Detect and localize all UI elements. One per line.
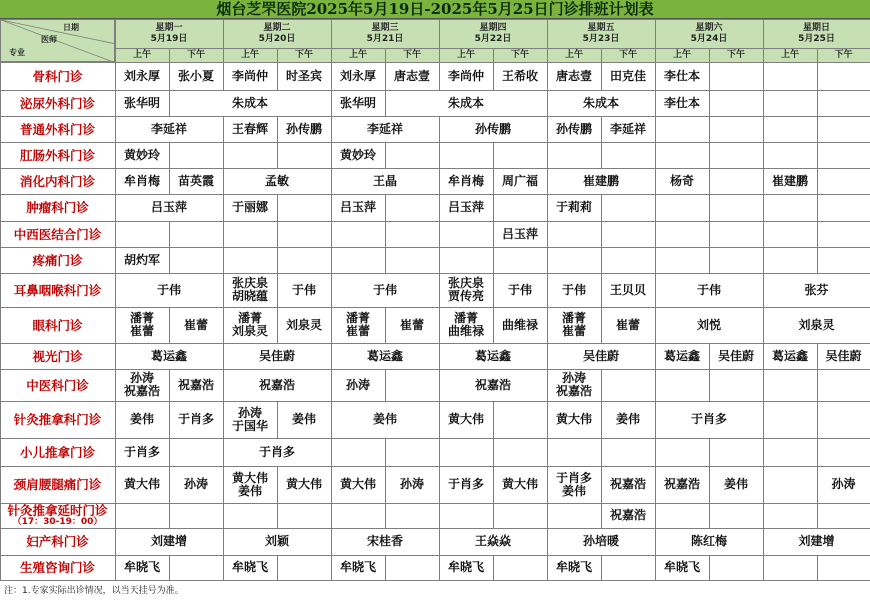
doctor-cell xyxy=(493,401,548,439)
doctor-cell xyxy=(763,247,818,274)
doctor-cell xyxy=(655,142,710,169)
doctor-cell xyxy=(763,116,818,143)
doctor-cell xyxy=(817,401,870,439)
header-corner xyxy=(0,19,115,62)
department-label: 泌尿外科门诊 xyxy=(0,90,116,117)
weekday-label: 星期日 xyxy=(802,22,830,33)
doctor-cell: 黄大伟 xyxy=(277,466,332,504)
doctor-cell: 刘泉灵 xyxy=(763,307,870,344)
doctor-cell xyxy=(385,194,440,222)
doctor-cell: 刘永厚 xyxy=(331,62,386,91)
doctor-cell: 于伟 xyxy=(331,273,440,308)
doctor-cell: 于伟 xyxy=(277,273,332,308)
doctor-cell: 王焱焱 xyxy=(439,528,548,556)
date-label: 5月22日 xyxy=(474,33,512,44)
doctor-cell: 于肖多 xyxy=(439,466,494,504)
date-label: 5月20日 xyxy=(258,33,296,44)
am-header: 上午 xyxy=(331,48,386,63)
doctor-cell xyxy=(709,221,764,248)
doctor-cell: 祝嘉浩 xyxy=(655,466,710,504)
date-label: 5月23日 xyxy=(582,33,620,44)
doctor-cell xyxy=(439,438,494,467)
department-label: 中西医结合门诊 xyxy=(0,221,116,248)
date-label: 5月19日 xyxy=(150,33,188,44)
am-header: 上午 xyxy=(439,48,494,63)
doctor-cell: 刘颖 xyxy=(223,528,332,556)
pm-header: 下午 xyxy=(277,48,332,63)
doctor-cell: 朱成本 xyxy=(169,90,332,117)
day-header xyxy=(547,19,656,49)
doctor-cell xyxy=(169,247,224,274)
doctor-cell xyxy=(709,503,764,529)
doctor-cell xyxy=(763,466,818,504)
doctor-cell: 唐志壹 xyxy=(547,62,602,91)
doctor-cell: 孙涛 祝嘉浩 xyxy=(115,369,170,402)
department-hours: （17：30-19：00） xyxy=(12,517,103,527)
doctor-cell: 黄妙玲 xyxy=(115,142,170,169)
doctor-cell: 姜伟 xyxy=(331,401,440,439)
doctor-cell xyxy=(817,62,870,91)
doctor-cell: 吴佳蔚 xyxy=(547,343,656,370)
doctor-cell xyxy=(709,438,764,467)
doctor-cell xyxy=(763,62,818,91)
doctor-cell: 刘泉灵 xyxy=(277,307,332,344)
doctor-cell xyxy=(817,168,870,195)
doctor-cell: 崔蕾 xyxy=(601,307,656,344)
department-label: 耳鼻咽喉科门诊 xyxy=(0,273,116,308)
doctor-cell: 黄大伟 xyxy=(547,401,602,439)
schedule-title: 烟台芝罘医院2025年5月19日-2025年5月25日门诊排班计划表 xyxy=(0,0,870,19)
doctor-cell: 牟晓飞 xyxy=(439,555,494,581)
doctor-cell xyxy=(547,247,602,274)
department-label: 肛肠外科门诊 xyxy=(0,142,116,169)
doctor-cell: 崔蕾 xyxy=(169,307,224,344)
doctor-cell: 陈红梅 xyxy=(655,528,764,556)
date-label: 5月25日 xyxy=(798,33,835,44)
pm-header: 下午 xyxy=(169,48,224,63)
doctor-cell: 唐志壹 xyxy=(385,62,440,91)
doctor-cell xyxy=(817,369,870,402)
doctor-cell: 吕玉萍 xyxy=(439,194,494,222)
doctor-cell: 牟晓飞 xyxy=(547,555,602,581)
doctor-cell xyxy=(817,142,870,169)
doctor-cell xyxy=(277,555,332,581)
doctor-cell xyxy=(223,221,278,248)
department-label: 妇产科门诊 xyxy=(0,528,116,556)
date-label: 5月24日 xyxy=(690,33,728,44)
doctor-cell xyxy=(709,247,764,274)
doctor-cell xyxy=(385,369,440,402)
pm-header: 下午 xyxy=(385,48,440,63)
doctor-cell xyxy=(709,142,764,169)
doctor-cell: 祝嘉浩 xyxy=(601,503,656,529)
doctor-cell xyxy=(439,221,494,248)
doctor-cell: 朱成本 xyxy=(547,90,656,117)
department-label: 针灸推拿科门诊 xyxy=(0,401,116,439)
doctor-cell xyxy=(169,221,224,248)
doctor-cell: 崔建鹏 xyxy=(763,168,818,195)
doctor-cell: 牟肖梅 xyxy=(115,168,170,195)
doctor-cell: 于伟 xyxy=(547,273,602,308)
doctor-cell xyxy=(493,438,548,467)
doctor-cell: 牟晓飞 xyxy=(223,555,278,581)
doctor-cell: 姜伟 xyxy=(115,401,170,439)
doctor-cell: 葛运鑫 xyxy=(763,343,818,370)
doctor-cell: 王晶 xyxy=(331,168,440,195)
doctor-cell: 于肖多 xyxy=(169,401,224,439)
doctor-cell: 黄大伟 xyxy=(493,466,548,504)
doctor-cell xyxy=(655,247,710,274)
day-header xyxy=(439,19,548,49)
doctor-cell: 葛运鑫 xyxy=(439,343,548,370)
doctor-cell: 杨奇 xyxy=(655,168,710,195)
doctor-cell: 吕玉萍 xyxy=(115,194,224,222)
doctor-cell xyxy=(385,142,440,169)
doctor-cell xyxy=(547,142,602,169)
doctor-cell: 祝嘉浩 xyxy=(169,369,224,402)
doctor-cell: 祝嘉浩 xyxy=(601,466,656,504)
doctor-cell xyxy=(547,503,602,529)
doctor-cell xyxy=(385,247,440,274)
doctor-cell: 潘菁 崔蕾 xyxy=(115,307,170,344)
doctor-cell: 牟晓飞 xyxy=(115,555,170,581)
doctor-cell: 牟肖梅 xyxy=(439,168,494,195)
doctor-cell: 张芬 xyxy=(763,273,870,308)
doctor-cell: 黄大伟 xyxy=(331,466,386,504)
department-label: 肿瘤科门诊 xyxy=(0,194,116,222)
am-header: 上午 xyxy=(115,48,170,63)
doctor-cell xyxy=(385,503,440,529)
doctor-cell: 李延祥 xyxy=(331,116,440,143)
doctor-cell: 潘菁 曲维禄 xyxy=(439,307,494,344)
doctor-cell: 黄大伟 姜伟 xyxy=(223,466,278,504)
doctor-cell xyxy=(763,503,818,529)
doctor-cell: 孙传鹏 xyxy=(547,116,602,143)
doctor-cell: 潘菁 刘泉灵 xyxy=(223,307,278,344)
department-label: 普通外科门诊 xyxy=(0,116,116,143)
doctor-cell: 张庆泉 贾传亮 xyxy=(439,273,494,308)
doctor-cell xyxy=(601,555,656,581)
doctor-cell xyxy=(763,194,818,222)
doctor-cell: 于肖多 姜伟 xyxy=(547,466,602,504)
doctor-cell xyxy=(547,221,602,248)
doctor-cell: 王贝贝 xyxy=(601,273,656,308)
doctor-cell: 祝嘉浩 xyxy=(223,369,332,402)
pm-header: 下午 xyxy=(817,48,870,63)
doctor-cell xyxy=(763,555,818,581)
doctor-cell: 朱成本 xyxy=(385,90,548,117)
doctor-cell: 周广福 xyxy=(493,168,548,195)
doctor-cell: 刘建增 xyxy=(763,528,870,556)
doctor-cell: 时圣宾 xyxy=(277,62,332,91)
doctor-cell: 李仕本 xyxy=(655,90,710,117)
doctor-cell: 黄大伟 xyxy=(115,466,170,504)
department-label: 眼科门诊 xyxy=(0,307,116,344)
doctor-cell: 黄妙玲 xyxy=(331,142,386,169)
day-header xyxy=(223,19,332,49)
doctor-cell xyxy=(763,221,818,248)
doctor-cell: 于肖多 xyxy=(115,438,170,467)
doctor-cell: 葛运鑫 xyxy=(115,343,224,370)
doctor-cell: 孙涛 xyxy=(817,466,870,504)
doctor-cell: 潘菁 崔蕾 xyxy=(331,307,386,344)
doctor-cell xyxy=(547,438,602,467)
day-header xyxy=(115,19,224,49)
doctor-cell: 苗英霞 xyxy=(169,168,224,195)
doctor-cell: 吴佳蔚 xyxy=(709,343,764,370)
doctor-cell xyxy=(817,555,870,581)
doctor-cell xyxy=(331,247,386,274)
doctor-cell: 孙涛 xyxy=(169,466,224,504)
doctor-cell xyxy=(385,221,440,248)
am-header: 上午 xyxy=(655,48,710,63)
doctor-cell: 刘悦 xyxy=(655,307,764,344)
doctor-cell xyxy=(709,116,764,143)
doctor-cell: 姜伟 xyxy=(709,466,764,504)
doctor-cell xyxy=(439,247,494,274)
doctor-cell xyxy=(655,503,710,529)
doctor-cell: 黄大伟 xyxy=(439,401,494,439)
doctor-cell: 孙涛 xyxy=(385,466,440,504)
doctor-cell xyxy=(169,142,224,169)
doctor-cell xyxy=(817,194,870,222)
department-label: 小儿推拿门诊 xyxy=(0,438,116,467)
doctor-cell: 田克佳 xyxy=(601,62,656,91)
weekday-label: 星期六 xyxy=(695,22,723,33)
doctor-cell: 孙涛 于国华 xyxy=(223,401,278,439)
doctor-cell xyxy=(169,438,224,467)
doctor-cell: 胡灼军 xyxy=(115,247,170,274)
doctor-cell xyxy=(655,194,710,222)
pm-header: 下午 xyxy=(709,48,764,63)
department-name: 针灸推拿延时门诊 xyxy=(7,503,108,518)
doctor-cell: 姜伟 xyxy=(601,401,656,439)
doctor-cell: 李仕本 xyxy=(655,62,710,91)
pm-header: 下午 xyxy=(493,48,548,63)
corner-dept-label: 专业 xyxy=(9,48,25,57)
doctor-cell xyxy=(709,369,764,402)
doctor-cell: 葛运鑫 xyxy=(655,343,710,370)
doctor-cell xyxy=(331,438,386,467)
doctor-cell xyxy=(655,369,710,402)
doctor-cell: 姜伟 xyxy=(277,401,332,439)
doctor-cell: 宋桂香 xyxy=(331,528,440,556)
doctor-cell: 曲维禄 xyxy=(493,307,548,344)
doctor-cell xyxy=(709,62,764,91)
doctor-cell xyxy=(331,503,386,529)
doctor-cell xyxy=(439,142,494,169)
doctor-cell: 于肖多 xyxy=(655,401,764,439)
am-header: 上午 xyxy=(547,48,602,63)
doctor-cell: 孙涛 xyxy=(331,369,386,402)
weekday-label: 星期三 xyxy=(371,22,399,33)
doctor-cell xyxy=(115,221,170,248)
weekday-label: 星期二 xyxy=(263,22,291,33)
weekday-label: 星期五 xyxy=(587,22,615,33)
department-label: 消化内科门诊 xyxy=(0,168,116,195)
doctor-cell: 孙培暖 xyxy=(547,528,656,556)
doctor-cell: 张庆泉 胡晓蕴 xyxy=(223,273,278,308)
doctor-cell: 潘菁 崔蕾 xyxy=(547,307,602,344)
doctor-cell xyxy=(277,194,332,222)
department-label: 中医科门诊 xyxy=(0,369,116,402)
doctor-cell: 李延祥 xyxy=(115,116,224,143)
doctor-cell xyxy=(655,221,710,248)
doctor-cell xyxy=(763,401,818,439)
doctor-cell xyxy=(223,247,278,274)
am-header: 上午 xyxy=(223,48,278,63)
doctor-cell xyxy=(709,90,764,117)
doctor-cell xyxy=(601,369,656,402)
doctor-cell xyxy=(493,247,548,274)
doctor-cell xyxy=(709,194,764,222)
doctor-cell: 孙传鹏 xyxy=(439,116,548,143)
footnote: 注：1.专家实际出诊情况，以当天挂号为准。 xyxy=(4,586,184,596)
doctor-cell xyxy=(817,116,870,143)
doctor-cell: 于伟 xyxy=(115,273,224,308)
doctor-cell: 于肖多 xyxy=(223,438,332,467)
department-label: 生殖咨询门诊 xyxy=(0,555,116,581)
doctor-cell: 张华明 xyxy=(115,90,170,117)
date-label: 5月21日 xyxy=(366,33,404,44)
department-label xyxy=(0,503,116,529)
doctor-cell: 于莉莉 xyxy=(547,194,602,222)
doctor-cell xyxy=(223,503,278,529)
doctor-cell xyxy=(601,142,656,169)
doctor-cell: 葛运鑫 xyxy=(331,343,440,370)
department-label: 骨科门诊 xyxy=(0,62,116,91)
doctor-cell: 崔建鹏 xyxy=(547,168,656,195)
doctor-cell: 刘建增 xyxy=(115,528,224,556)
doctor-cell xyxy=(655,116,710,143)
doctor-cell xyxy=(277,247,332,274)
doctor-cell: 张华明 xyxy=(331,90,386,117)
doctor-cell xyxy=(385,555,440,581)
doctor-cell xyxy=(439,503,494,529)
doctor-cell xyxy=(817,90,870,117)
pm-header: 下午 xyxy=(601,48,656,63)
doctor-cell: 于伟 xyxy=(655,273,764,308)
doctor-cell: 孙传鹏 xyxy=(277,116,332,143)
weekday-label: 星期一 xyxy=(155,22,183,33)
doctor-cell xyxy=(493,194,548,222)
doctor-cell xyxy=(817,247,870,274)
doctor-cell: 牟晓飞 xyxy=(331,555,386,581)
doctor-cell: 王春辉 xyxy=(223,116,278,143)
day-header xyxy=(331,19,440,49)
doctor-cell: 张小夏 xyxy=(169,62,224,91)
doctor-cell: 吕玉萍 xyxy=(331,194,386,222)
doctor-cell xyxy=(601,221,656,248)
doctor-cell xyxy=(223,142,278,169)
doctor-cell: 于丽娜 xyxy=(223,194,278,222)
doctor-cell: 刘永厚 xyxy=(115,62,170,91)
corner-doctor-label: 医师 xyxy=(41,35,57,44)
doctor-cell: 吴佳蔚 xyxy=(817,343,870,370)
corner-date-label: 日期 xyxy=(63,23,79,32)
doctor-cell xyxy=(169,503,224,529)
doctor-cell xyxy=(601,194,656,222)
doctor-cell: 吴佳蔚 xyxy=(223,343,332,370)
doctor-cell: 李延祥 xyxy=(601,116,656,143)
doctor-cell xyxy=(277,503,332,529)
doctor-cell: 吕玉萍 xyxy=(493,221,548,248)
doctor-cell xyxy=(277,142,332,169)
doctor-cell xyxy=(655,438,710,467)
am-header: 上午 xyxy=(763,48,818,63)
doctor-cell: 崔蕾 xyxy=(385,307,440,344)
doctor-cell xyxy=(817,438,870,467)
doctor-cell xyxy=(817,503,870,529)
day-header xyxy=(763,19,870,49)
doctor-cell xyxy=(601,247,656,274)
doctor-cell xyxy=(763,90,818,117)
department-label: 疼痛门诊 xyxy=(0,247,116,274)
doctor-cell xyxy=(709,555,764,581)
doctor-cell xyxy=(493,142,548,169)
department-label: 视光门诊 xyxy=(0,343,116,370)
doctor-cell xyxy=(493,555,548,581)
doctor-cell xyxy=(493,503,548,529)
doctor-cell xyxy=(763,369,818,402)
doctor-cell: 孙涛 祝嘉浩 xyxy=(547,369,602,402)
weekday-label: 星期四 xyxy=(479,22,507,33)
department-label: 颈肩腰腿痛门诊 xyxy=(0,466,116,504)
doctor-cell xyxy=(601,438,656,467)
doctor-cell xyxy=(709,168,764,195)
doctor-cell xyxy=(385,438,440,467)
day-header xyxy=(655,19,764,49)
doctor-cell xyxy=(817,221,870,248)
doctor-cell xyxy=(115,503,170,529)
doctor-cell xyxy=(277,221,332,248)
doctor-cell xyxy=(763,142,818,169)
doctor-cell xyxy=(331,221,386,248)
doctor-cell: 于伟 xyxy=(493,273,548,308)
doctor-cell: 牟晓飞 xyxy=(655,555,710,581)
doctor-cell: 王希收 xyxy=(493,62,548,91)
doctor-cell: 李尚仲 xyxy=(223,62,278,91)
doctor-cell: 孟敏 xyxy=(223,168,332,195)
doctor-cell xyxy=(763,438,818,467)
doctor-cell: 李尚仲 xyxy=(439,62,494,91)
doctor-cell xyxy=(169,555,224,581)
doctor-cell: 祝嘉浩 xyxy=(439,369,548,402)
